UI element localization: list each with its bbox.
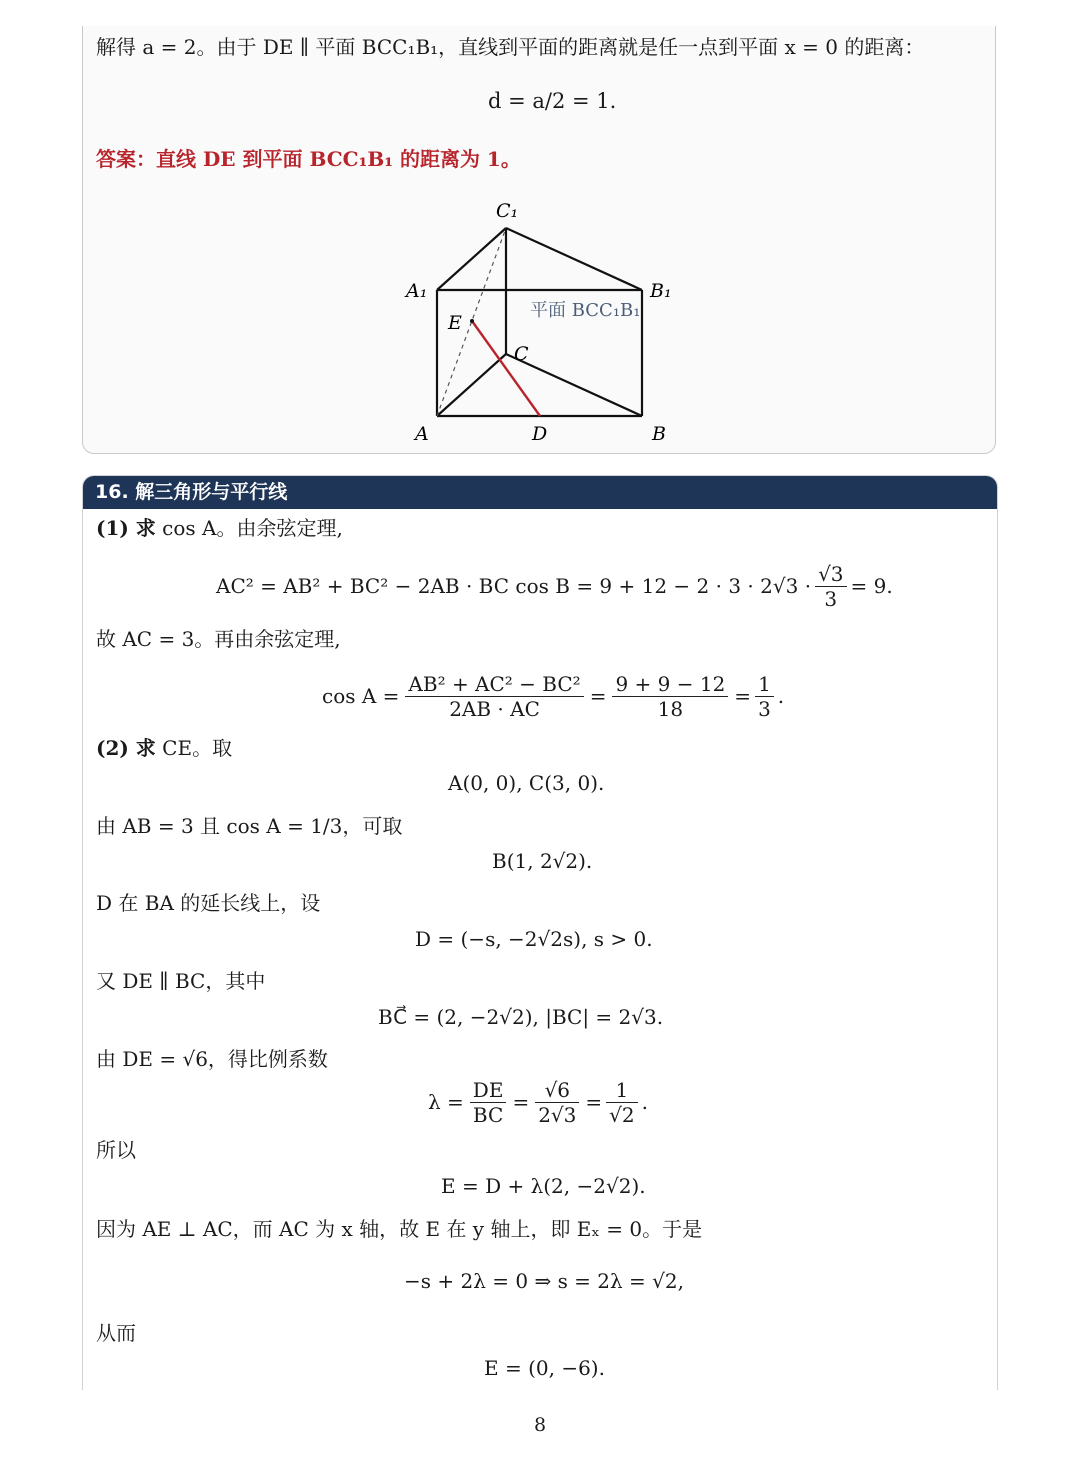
eq1-lhs: AC² = AB² + BC² − 2AB · BC cos B = 9 + 12 − 2 · 3 · 2√3 · (216, 574, 812, 598)
section-header: 16. 解三角形与平行线 (83, 476, 997, 509)
eq7-f1-num: DE (470, 1078, 507, 1103)
label-E: E (448, 312, 462, 334)
label-A: A (415, 423, 429, 445)
eq7-lhs: λ = (428, 1090, 464, 1114)
eq7-f3-num: 1 (606, 1078, 637, 1103)
part1-label: (1) 求 (96, 516, 156, 540)
part1-text: cos A。由余弦定理, (162, 516, 343, 540)
eq1-fraction (815, 562, 846, 611)
eq7-fraction-2 (535, 1078, 579, 1127)
label-B1: B₁ (650, 280, 672, 302)
page-number: 8 (533, 1414, 547, 1436)
eq1-den: 3 (824, 586, 838, 611)
eq2-f3-num: 1 (755, 672, 774, 697)
eq7-f2-den: 2√3 (538, 1102, 577, 1127)
part2-heading (96, 735, 232, 761)
eq2-fraction-2 (612, 672, 728, 721)
eq1-num: √3 (815, 562, 846, 587)
text-line-1: 解得 a = 2。由于 DE ∥ 平面 BCC₁B₁，直线到平面的距离就是任一点到平面 x = 0 的距离： (96, 35, 925, 59)
eq2-f2-num: 9 + 9 − 12 (612, 672, 728, 697)
eq-law-of-cosines-1 (216, 558, 893, 614)
text-thus: 从而 (96, 1321, 136, 1345)
eq2-f2-den: 18 (657, 696, 684, 721)
text-de-sqrt6: 由 DE = √6，得比例系数 (96, 1047, 328, 1071)
label-B: B (652, 423, 666, 445)
part2-label: (2) 求 (96, 736, 156, 760)
edge-A1-C1 (437, 228, 506, 290)
eq2-f1-num: AB² + AC² − BC² (405, 672, 583, 697)
text-de-parallel-bc: 又 DE ∥ BC，其中 (96, 969, 266, 993)
eq7-f1-den: BC (472, 1102, 504, 1127)
eq-lambda: λ = $\frac{DE}{BC}$ = $\frac{√6}{2√3}$ = $\frac{1}{√2}$ . (428, 1077, 648, 1127)
point-E (470, 319, 474, 323)
edge-C1-B1 (506, 228, 642, 290)
eq-cos-a: cos A = $\frac{\text{AB² + AC² − BC²}}{2AB \cdot AC}$ = $\frac{9 + 9 - 12}{18}$ = $\frac{1}{3}$ . (322, 671, 785, 721)
label-plane: 平面 BCC₁B₁ (530, 300, 641, 321)
eq7-fraction-3 (606, 1078, 637, 1127)
eq-points-a-c: A(0, 0), C(3, 0). (448, 771, 605, 795)
eq-e-result: E = (0, −6). (484, 1356, 605, 1380)
eq2-fraction-3 (755, 672, 774, 721)
eq2-lhs: cos A = (322, 684, 400, 708)
eq-point-d: D = (−s, −2√2s), s > 0. (415, 927, 653, 951)
text-so: 所以 (96, 1138, 136, 1162)
eq2-f3-den: 3 (758, 696, 771, 721)
eq7-f2-num: √6 (535, 1078, 579, 1103)
label-C1: C₁ (496, 200, 519, 222)
label-D: D (532, 423, 548, 445)
text-ab-cos: 由 AB = 3 且 cos A = 1/3，可取 (96, 814, 403, 838)
eq2-f1-den: 2AB · AC (449, 696, 540, 721)
formula-distance: d = a/2 = 1. (488, 89, 617, 113)
eq1-rhs: = 9. (850, 574, 893, 598)
text-ae-perp-ac: 因为 AE ⊥ AC，而 AC 为 x 轴，故 E 在 y 轴上，即 Eₓ = 0。于是 (96, 1217, 703, 1241)
text-d-on-ba: D 在 BA 的延长线上，设 (96, 891, 321, 915)
eq-solve-s: −s + 2λ = 0 ⇒ s = 2λ = √2, (404, 1269, 684, 1293)
part2-text: CE。取 (162, 736, 233, 760)
label-C: C (514, 343, 529, 365)
eq2-fraction-1 (405, 672, 583, 721)
edge-A-C (437, 354, 506, 416)
eq-vector-bc: BC⃗ = (2, −2√2), |BC| = 2√3. (378, 1005, 664, 1029)
part1-heading (96, 515, 343, 541)
answer-line: 答案：直线 DE 到平面 BCC₁B₁ 的距离为 1。 (96, 147, 521, 171)
text-ac-equals-3: 故 AC = 3。再由余弦定理, (96, 627, 341, 651)
eq-e-formula: E = D + λ(2, −2√2). (441, 1174, 646, 1198)
eq-point-b: B(1, 2√2). (492, 849, 593, 873)
eq7-f3-den: √2 (609, 1102, 635, 1127)
prism-figure (380, 190, 700, 450)
label-A1: A₁ (406, 280, 428, 302)
eq7-fraction-1 (470, 1078, 507, 1127)
